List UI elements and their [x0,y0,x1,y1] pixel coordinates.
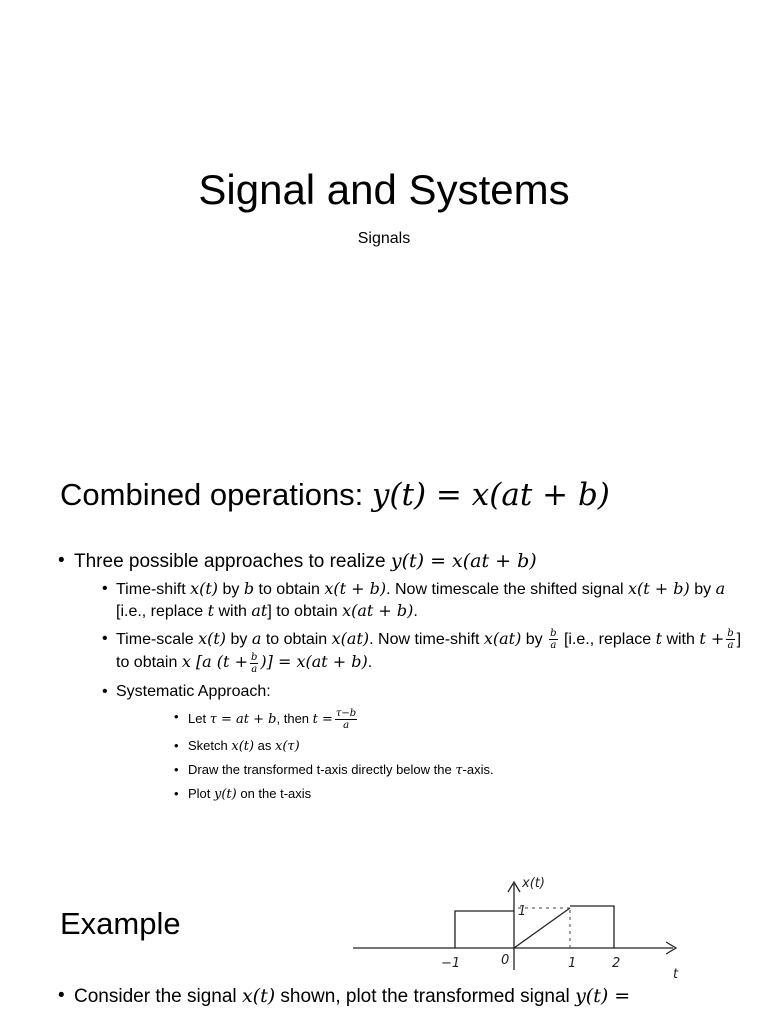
math: x(t) [198,629,227,648]
math: a [715,579,726,598]
sub-sub-list [116,708,748,803]
text: . Now time-shift [369,631,484,648]
math: x(t + b) [628,579,690,598]
tick-label: 0 [501,953,510,968]
text: to obtain [254,581,325,598]
math: t + [699,629,725,648]
math: t = [312,711,333,727]
bullet-text: Systematic Approach: [116,682,271,700]
list-item [74,628,748,675]
math: x(τ) [275,738,300,754]
list-item [116,708,748,731]
text: by [226,631,252,648]
text: [i.e., replace [559,631,656,648]
text: by [689,581,716,598]
y-axis-label: x(t) [522,876,545,891]
text: Time-scale [116,631,199,648]
text: , then [276,710,313,726]
example-bullet [58,983,764,1010]
text: with [214,603,252,620]
text: . [413,603,418,620]
denominator: a [343,719,350,731]
text: ] to obtain [116,631,742,672]
example-slide [0,840,768,1024]
text: as [254,737,276,753]
denominator: a [251,663,258,675]
math: x(t) [231,738,255,754]
math: x [a (t + [181,652,248,672]
list-item [74,681,748,803]
denominator: a [727,640,734,652]
text: by [218,581,244,598]
math: y(t) [214,786,237,802]
text: Draw the transformed t-axis directly below the [188,761,456,777]
list-item [116,737,748,755]
math: x(t) [190,579,219,598]
text: ] to obtain [267,603,343,620]
heading-formula: y(t) = x(at + b) [371,477,610,513]
numerator: b [250,651,258,663]
text: Plot [188,785,215,801]
text: Sketch [188,737,232,753]
math: y(t) = [575,985,631,1007]
math: τ = at + b [209,711,277,727]
math: x(t) [241,985,276,1007]
numerator: b [727,628,734,640]
signal-rect-left [455,911,514,948]
tick-label: 2 [612,956,621,971]
fraction [335,708,357,731]
math: )] = x(at + b) [260,652,368,672]
math: x(at) [331,629,370,648]
list-item [116,761,748,779]
math: x(at) [483,629,522,648]
slide-heading: Example [60,906,181,941]
list-item [74,578,748,622]
text: . [367,654,373,672]
text: on the t-axis [236,785,312,801]
heading-text: Combined operations: [60,477,372,512]
text: to obtain [261,631,332,648]
text: [i.e., replace [116,603,208,620]
level-label: 1 [518,904,527,919]
text: with [662,631,700,648]
text: Time-shift [116,581,191,598]
x-axis-label: t [673,967,679,982]
title-slide [0,0,768,440]
math: b [243,579,255,598]
slide-title: Signal and Systems [198,166,570,213]
signal-rect-right [570,906,614,948]
text: -axis. [462,761,494,777]
sub-list [74,578,748,803]
text: shown, plot the transformed signal [275,986,576,1007]
slide-subtitle: Signals [357,230,411,247]
math: at [251,601,268,620]
signal-sketch [348,870,698,985]
slide-heading [60,475,610,515]
text: Let [188,710,210,726]
numerator: τ−b [335,707,357,719]
fraction [250,652,258,675]
text: . Now timescale the shifted signal [386,581,628,598]
bullet-formula: y(t) = x(at + b) [390,550,537,572]
fraction [726,628,734,651]
text: by [521,631,548,648]
math: τ [455,762,463,778]
tick-label: −1 [441,956,461,971]
math: x(at + b) [342,601,414,620]
math: a [251,629,262,648]
list-item [116,785,748,803]
list-item [58,547,748,803]
bullet-text: Three possible approaches to realize [74,551,391,572]
math: t [655,629,662,648]
denominator: a [550,640,557,652]
numerator: b [550,628,557,640]
combined-operations-slide [0,440,768,840]
fraction [549,628,557,651]
text: Consider the signal [74,986,242,1007]
math: x(t + b) [324,579,387,598]
math: t [207,601,215,620]
bullet-list [58,547,748,809]
tick-label: 1 [568,956,577,971]
